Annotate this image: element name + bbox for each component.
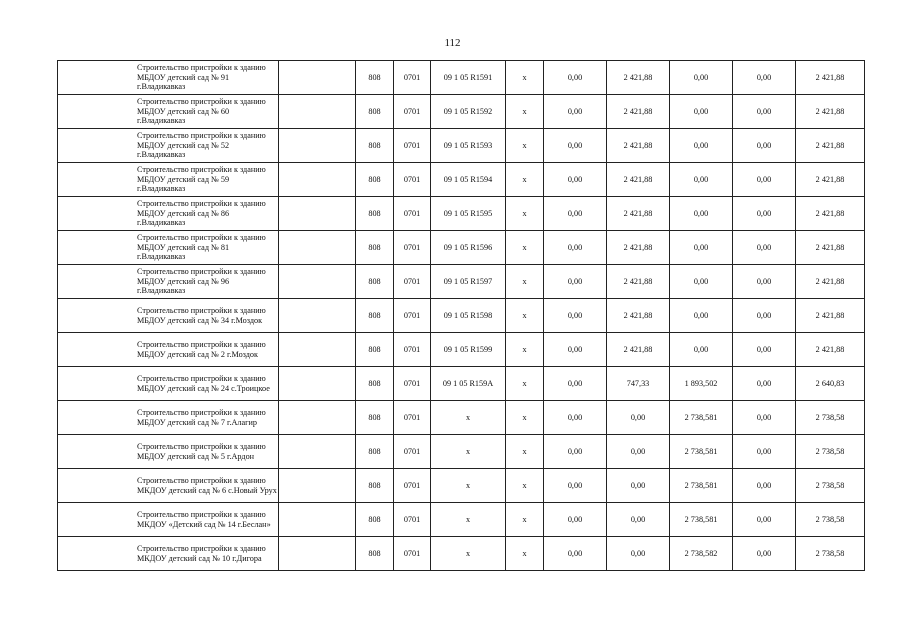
expense-type-cell: х xyxy=(506,537,544,571)
empty-cell xyxy=(279,333,356,367)
section-code-cell: 0701 xyxy=(394,367,431,401)
amount-col-2-cell: 0,00 xyxy=(607,469,670,503)
amount-col-2-cell: 2 421,88 xyxy=(607,299,670,333)
section-code-cell: 0701 xyxy=(394,469,431,503)
expense-name-cell: Строительство пристройки к зданию МБДОУ детский сад № 2 г.Моздок xyxy=(58,333,279,367)
amount-col-1-cell: 0,00 xyxy=(544,299,607,333)
amount-col-4-cell: 0,00 xyxy=(733,231,796,265)
empty-cell xyxy=(279,61,356,95)
empty-cell xyxy=(279,163,356,197)
ministry-code-cell: 808 xyxy=(356,469,394,503)
target-code-cell: 09 1 05 R1599 xyxy=(431,333,506,367)
empty-cell xyxy=(279,367,356,401)
target-code-cell: х xyxy=(431,503,506,537)
table-row xyxy=(58,61,865,95)
target-code-cell: 09 1 05 R1598 xyxy=(431,299,506,333)
amount-col-1-cell: 0,00 xyxy=(544,231,607,265)
total-amount-cell: 2 421,88 xyxy=(796,231,865,265)
empty-cell xyxy=(279,231,356,265)
amount-col-3-cell: 2 738,581 xyxy=(670,503,733,537)
expense-name-cell: Строительство пристройки к зданию МКДОУ детский сад № 10 г.Дигора xyxy=(58,537,279,571)
total-amount-cell: 2 421,88 xyxy=(796,129,865,163)
expense-name-cell: Строительство пристройки к зданию МБДОУ детский сад № 86 г.Владикавказ xyxy=(58,197,279,231)
table-row xyxy=(58,265,865,299)
amount-col-1-cell: 0,00 xyxy=(544,61,607,95)
ministry-code-cell: 808 xyxy=(356,197,394,231)
target-code-cell: 09 1 05 R1591 xyxy=(431,61,506,95)
amount-col-4-cell: 0,00 xyxy=(733,129,796,163)
amount-col-1-cell: 0,00 xyxy=(544,537,607,571)
amount-col-4-cell: 0,00 xyxy=(733,197,796,231)
amount-col-3-cell: 0,00 xyxy=(670,61,733,95)
table-row xyxy=(58,367,865,401)
amount-col-3-cell: 2 738,581 xyxy=(670,469,733,503)
section-code-cell: 0701 xyxy=(394,61,431,95)
amount-col-2-cell: 2 421,88 xyxy=(607,197,670,231)
amount-col-3-cell: 0,00 xyxy=(670,95,733,129)
table-row xyxy=(58,197,865,231)
table-row xyxy=(58,163,865,197)
section-code-cell: 0701 xyxy=(394,197,431,231)
expense-type-cell: х xyxy=(506,197,544,231)
target-code-cell: 09 1 05 R1594 xyxy=(431,163,506,197)
ministry-code-cell: 808 xyxy=(356,61,394,95)
amount-col-2-cell: 2 421,88 xyxy=(607,61,670,95)
ministry-code-cell: 808 xyxy=(356,333,394,367)
total-amount-cell: 2 738,58 xyxy=(796,469,865,503)
empty-cell xyxy=(279,537,356,571)
expense-name-cell: Строительство пристройки к зданию МБДОУ детский сад № 96 г.Владикавказ xyxy=(58,265,279,299)
amount-col-1-cell: 0,00 xyxy=(544,197,607,231)
amount-col-1-cell: 0,00 xyxy=(544,503,607,537)
amount-col-2-cell: 2 421,88 xyxy=(607,95,670,129)
expense-type-cell: х xyxy=(506,129,544,163)
section-code-cell: 0701 xyxy=(394,163,431,197)
section-code-cell: 0701 xyxy=(394,503,431,537)
table-row xyxy=(58,129,865,163)
amount-col-4-cell: 0,00 xyxy=(733,503,796,537)
page-number: 112 xyxy=(444,37,461,49)
table-row xyxy=(58,435,865,469)
table-row xyxy=(58,537,865,571)
amount-col-1-cell: 0,00 xyxy=(544,401,607,435)
table-row xyxy=(58,401,865,435)
expense-name-cell: Строительство пристройки к зданию МБДОУ детский сад № 91 г.Владикавказ xyxy=(58,61,279,95)
amount-col-4-cell: 0,00 xyxy=(733,95,796,129)
expense-name-cell: Строительство пристройки к зданию МБДОУ детский сад № 24 с.Троицкое xyxy=(58,367,279,401)
empty-cell xyxy=(279,469,356,503)
amount-col-3-cell: 1 893,502 xyxy=(670,367,733,401)
expense-name-cell: Строительство пристройки к зданию МБДОУ детский сад № 7 г.Алагир xyxy=(58,401,279,435)
target-code-cell: 09 1 05 R1597 xyxy=(431,265,506,299)
table-row xyxy=(58,95,865,129)
section-code-cell: 0701 xyxy=(394,299,431,333)
total-amount-cell: 2 421,88 xyxy=(796,299,865,333)
amount-col-1-cell: 0,00 xyxy=(544,163,607,197)
amount-col-1-cell: 0,00 xyxy=(544,129,607,163)
expense-name-cell: Строительство пристройки к зданию МБДОУ детский сад № 5 г.Ардон xyxy=(58,435,279,469)
table-row xyxy=(58,469,865,503)
expense-name-cell: Строительство пристройки к зданию МБДОУ детский сад № 60 г.Владикавказ xyxy=(58,95,279,129)
amount-col-2-cell: 747,33 xyxy=(607,367,670,401)
amount-col-3-cell: 2 738,581 xyxy=(670,435,733,469)
table-row xyxy=(58,299,865,333)
empty-cell xyxy=(279,299,356,333)
budget-table xyxy=(57,60,865,571)
expense-type-cell: х xyxy=(506,469,544,503)
empty-cell xyxy=(279,95,356,129)
ministry-code-cell: 808 xyxy=(356,265,394,299)
target-code-cell: 09 1 05 R1595 xyxy=(431,197,506,231)
amount-col-2-cell: 0,00 xyxy=(607,503,670,537)
section-code-cell: 0701 xyxy=(394,435,431,469)
amount-col-3-cell: 2 738,581 xyxy=(670,401,733,435)
amount-col-2-cell: 2 421,88 xyxy=(607,265,670,299)
target-code-cell: 09 1 05 R1592 xyxy=(431,95,506,129)
total-amount-cell: 2 421,88 xyxy=(796,95,865,129)
amount-col-4-cell: 0,00 xyxy=(733,61,796,95)
section-code-cell: 0701 xyxy=(394,265,431,299)
target-code-cell: 09 1 05 R159A xyxy=(431,367,506,401)
amount-col-2-cell: 2 421,88 xyxy=(607,231,670,265)
amount-col-2-cell: 2 421,88 xyxy=(607,129,670,163)
table-row xyxy=(58,231,865,265)
ministry-code-cell: 808 xyxy=(356,95,394,129)
amount-col-4-cell: 0,00 xyxy=(733,265,796,299)
expense-name-cell: Строительство пристройки к зданию МБДОУ детский сад № 59 г.Владикавказ xyxy=(58,163,279,197)
ministry-code-cell: 808 xyxy=(356,367,394,401)
section-code-cell: 0701 xyxy=(394,333,431,367)
table-row xyxy=(58,503,865,537)
total-amount-cell: 2 421,88 xyxy=(796,265,865,299)
table-body xyxy=(58,61,865,571)
amount-col-2-cell: 0,00 xyxy=(607,401,670,435)
ministry-code-cell: 808 xyxy=(356,401,394,435)
expense-type-cell: х xyxy=(506,333,544,367)
amount-col-3-cell: 0,00 xyxy=(670,299,733,333)
section-code-cell: 0701 xyxy=(394,401,431,435)
amount-col-2-cell: 2 421,88 xyxy=(607,163,670,197)
amount-col-1-cell: 0,00 xyxy=(544,469,607,503)
total-amount-cell: 2 738,58 xyxy=(796,537,865,571)
ministry-code-cell: 808 xyxy=(356,503,394,537)
amount-col-4-cell: 0,00 xyxy=(733,401,796,435)
expense-type-cell: х xyxy=(506,163,544,197)
amount-col-4-cell: 0,00 xyxy=(733,333,796,367)
total-amount-cell: 2 738,58 xyxy=(796,401,865,435)
total-amount-cell: 2 640,83 xyxy=(796,367,865,401)
ministry-code-cell: 808 xyxy=(356,537,394,571)
target-code-cell: 09 1 05 R1593 xyxy=(431,129,506,163)
amount-col-2-cell: 2 421,88 xyxy=(607,333,670,367)
amount-col-3-cell: 0,00 xyxy=(670,197,733,231)
total-amount-cell: 2 421,88 xyxy=(796,333,865,367)
amount-col-4-cell: 0,00 xyxy=(733,299,796,333)
amount-col-4-cell: 0,00 xyxy=(733,469,796,503)
target-code-cell: х xyxy=(431,469,506,503)
expense-type-cell: х xyxy=(506,231,544,265)
expense-type-cell: х xyxy=(506,265,544,299)
amount-col-4-cell: 0,00 xyxy=(733,163,796,197)
expense-name-cell: Строительство пристройки к зданию МБДОУ детский сад № 34 г.Моздок xyxy=(58,299,279,333)
ministry-code-cell: 808 xyxy=(356,435,394,469)
expense-type-cell: х xyxy=(506,503,544,537)
expense-type-cell: х xyxy=(506,299,544,333)
amount-col-3-cell: 0,00 xyxy=(670,265,733,299)
expense-type-cell: х xyxy=(506,401,544,435)
amount-col-1-cell: 0,00 xyxy=(544,95,607,129)
total-amount-cell: 2 738,58 xyxy=(796,435,865,469)
ministry-code-cell: 808 xyxy=(356,231,394,265)
amount-col-4-cell: 0,00 xyxy=(733,537,796,571)
expense-name-cell: Строительство пристройки к зданию МКДОУ «Детский сад № 14 г.Беслан» xyxy=(58,503,279,537)
section-code-cell: 0701 xyxy=(394,231,431,265)
empty-cell xyxy=(279,503,356,537)
amount-col-4-cell: 0,00 xyxy=(733,435,796,469)
total-amount-cell: 2 421,88 xyxy=(796,197,865,231)
amount-col-1-cell: 0,00 xyxy=(544,367,607,401)
ministry-code-cell: 808 xyxy=(356,163,394,197)
amount-col-2-cell: 0,00 xyxy=(607,537,670,571)
ministry-code-cell: 808 xyxy=(356,299,394,333)
amount-col-1-cell: 0,00 xyxy=(544,435,607,469)
total-amount-cell: 2 421,88 xyxy=(796,61,865,95)
table-row xyxy=(58,333,865,367)
empty-cell xyxy=(279,197,356,231)
target-code-cell: 09 1 05 R1596 xyxy=(431,231,506,265)
target-code-cell: х xyxy=(431,435,506,469)
expense-name-cell: Строительство пристройки к зданию МКДОУ детский сад № 6 с.Новый Урух xyxy=(58,469,279,503)
amount-col-1-cell: 0,00 xyxy=(544,333,607,367)
amount-col-3-cell: 0,00 xyxy=(670,163,733,197)
expense-type-cell: х xyxy=(506,367,544,401)
empty-cell xyxy=(279,129,356,163)
total-amount-cell: 2 738,58 xyxy=(796,503,865,537)
section-code-cell: 0701 xyxy=(394,129,431,163)
expense-type-cell: х xyxy=(506,61,544,95)
amount-col-3-cell: 2 738,582 xyxy=(670,537,733,571)
section-code-cell: 0701 xyxy=(394,95,431,129)
amount-col-1-cell: 0,00 xyxy=(544,265,607,299)
empty-cell xyxy=(279,401,356,435)
target-code-cell: х xyxy=(431,537,506,571)
total-amount-cell: 2 421,88 xyxy=(796,163,865,197)
amount-col-4-cell: 0,00 xyxy=(733,367,796,401)
ministry-code-cell: 808 xyxy=(356,129,394,163)
expense-type-cell: х xyxy=(506,435,544,469)
expense-name-cell: Строительство пристройки к зданию МБДОУ детский сад № 52 г.Владикавказ xyxy=(58,129,279,163)
amount-col-3-cell: 0,00 xyxy=(670,231,733,265)
section-code-cell: 0701 xyxy=(394,537,431,571)
expense-name-cell: Строительство пристройки к зданию МБДОУ детский сад № 81 г.Владикавказ xyxy=(58,231,279,265)
expense-type-cell: х xyxy=(506,95,544,129)
empty-cell xyxy=(279,265,356,299)
amount-col-3-cell: 0,00 xyxy=(670,333,733,367)
amount-col-3-cell: 0,00 xyxy=(670,129,733,163)
empty-cell xyxy=(279,435,356,469)
amount-col-2-cell: 0,00 xyxy=(607,435,670,469)
target-code-cell: х xyxy=(431,401,506,435)
